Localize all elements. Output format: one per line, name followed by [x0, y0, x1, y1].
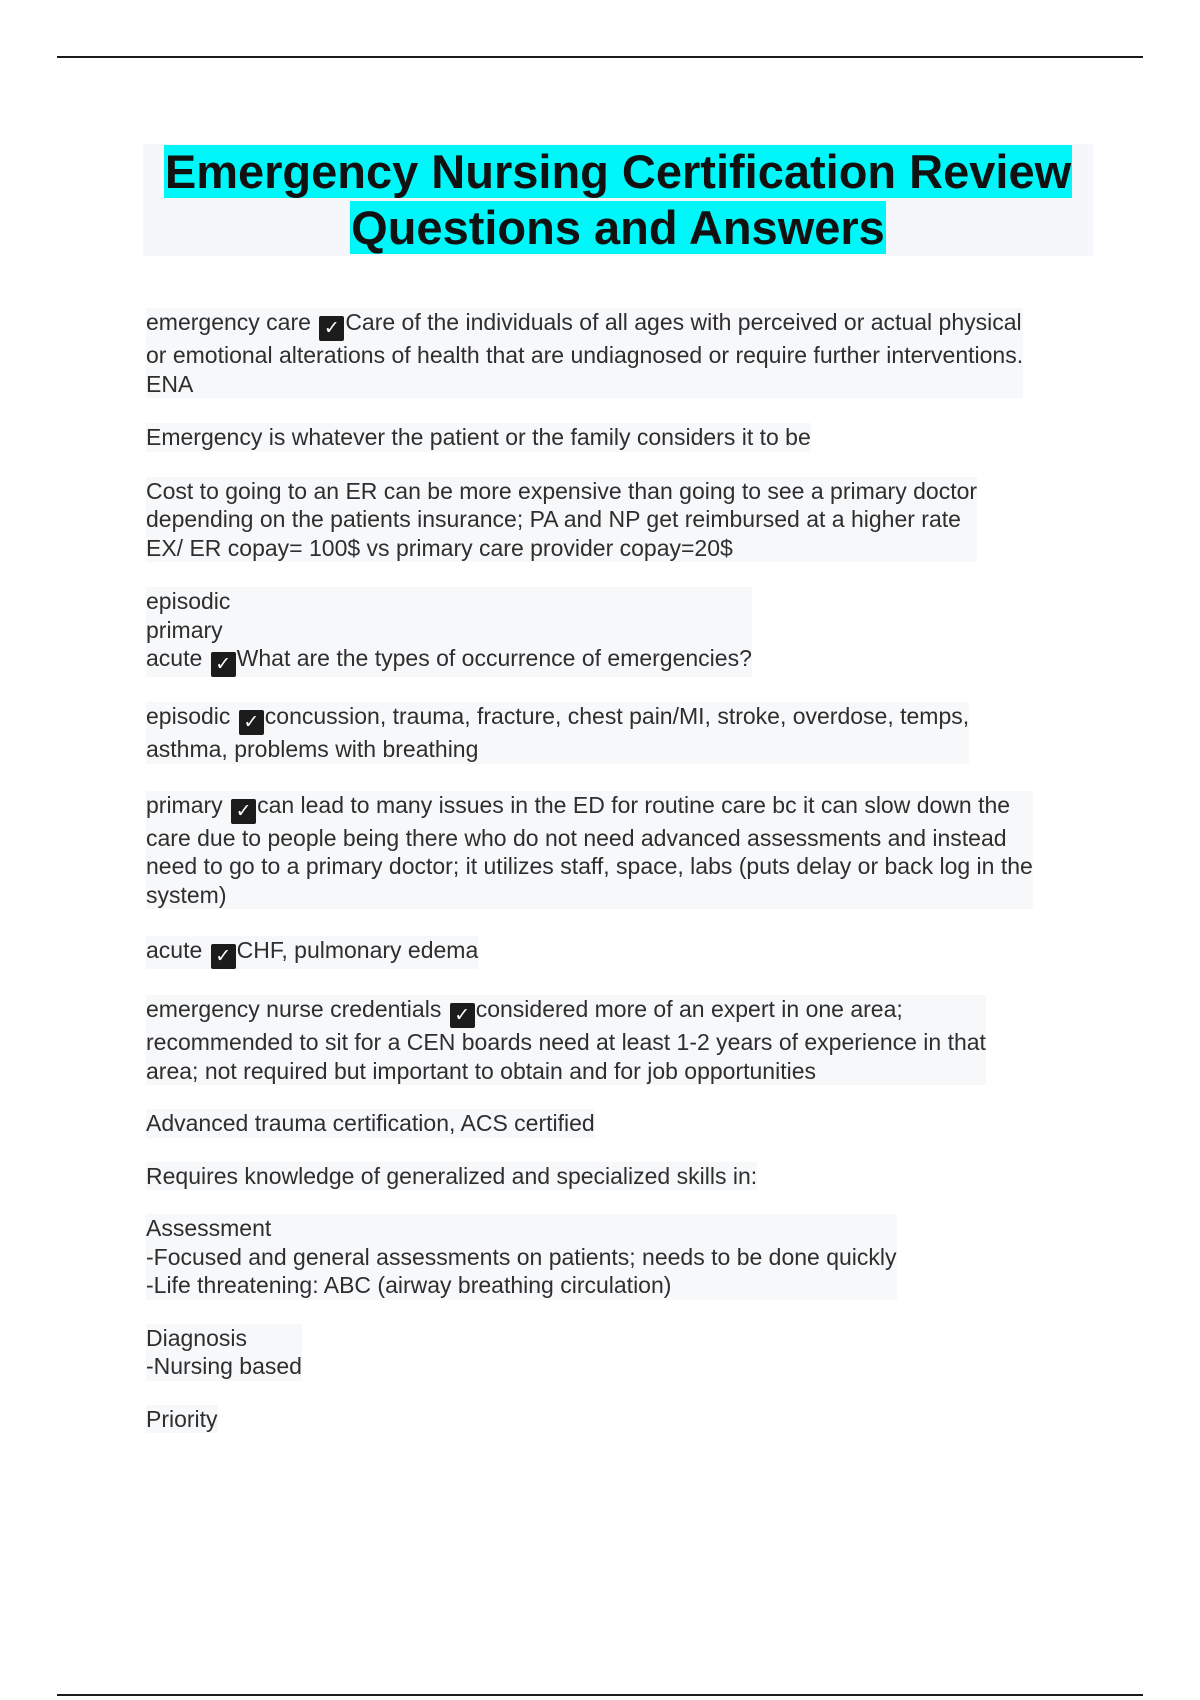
entry-line	[146, 587, 752, 616]
qa-entry-wrapper	[146, 1109, 595, 1138]
entry-line	[146, 341, 1023, 370]
qa-entry-wrapper	[146, 702, 969, 764]
page-top-rule	[57, 56, 1143, 58]
qa-entry-row	[146, 1138, 1086, 1191]
qa-entry	[146, 1405, 218, 1434]
qa-entry-row	[146, 969, 1086, 1085]
check-box-icon: ✓	[239, 710, 264, 735]
page-bottom-rule	[57, 1694, 1143, 1696]
line-text: recommended to sit for a CEN boards need at least 1-2 years of experience in that	[146, 1029, 986, 1055]
question-term: emergency nurse credentials	[146, 996, 448, 1022]
entry-line	[146, 1057, 986, 1086]
question-term: emergency care	[146, 309, 318, 335]
qa-content	[146, 284, 1086, 1433]
entry-line	[146, 881, 1033, 910]
check-box-icon: ✓	[319, 316, 344, 341]
line-text: depending on the patients insurance; PA and NP get reimbursed at a higher rate	[146, 506, 961, 532]
line-text: area; not required but important to obtain and for job opportunities	[146, 1057, 816, 1084]
line-text: or emotional alterations of health that are undiagnosed or require further interventions.	[146, 342, 1024, 368]
qa-entry	[146, 1162, 757, 1191]
qa-entry	[146, 1324, 302, 1381]
line-text: Emergency is whatever the patient or the family considers it to be	[146, 424, 811, 450]
entry-line	[146, 1271, 897, 1300]
qa-entry-row	[146, 562, 1086, 677]
qa-entry	[146, 702, 969, 764]
answer-text: can lead to many issues in the ED for routine care bc it can slow down the	[257, 791, 1011, 818]
entry-line	[146, 936, 478, 969]
check-box-icon: ✓	[211, 652, 236, 677]
answer-text: considered more of an expert in one area;	[475, 996, 903, 1022]
entry-line	[146, 1028, 986, 1057]
line-text: Cost to going to an ER can be more expensive than going to see a primary doctor	[146, 477, 978, 504]
entry-line	[146, 824, 1033, 853]
line-text: Requires knowledge of generalized and specialized skills in:	[146, 1162, 758, 1189]
line-text: Priority	[146, 1405, 218, 1432]
entry-line	[146, 370, 1023, 399]
qa-entry	[146, 1214, 897, 1300]
qa-entry-row	[146, 1190, 1086, 1300]
question-term: acute	[146, 937, 209, 963]
qa-entry-row	[146, 398, 1086, 452]
qa-entry-row	[146, 909, 1086, 969]
entry-line	[146, 1162, 757, 1191]
entry-line	[146, 1352, 302, 1381]
line-text: asthma, problems with breathing	[146, 736, 479, 762]
entry-line	[146, 791, 1033, 824]
title-block	[143, 144, 1093, 256]
line-text: primary	[146, 616, 223, 643]
entry-line	[146, 423, 811, 452]
qa-entry-wrapper	[146, 1214, 897, 1300]
qa-entry-row	[146, 764, 1086, 910]
qa-entry-row	[146, 1085, 1086, 1138]
qa-entry	[146, 308, 1023, 398]
question-term: episodic	[146, 703, 237, 729]
qa-entry-wrapper	[146, 423, 811, 452]
line-text: Diagnosis	[146, 1324, 247, 1351]
answer-text: concussion, trauma, fracture, chest pain/MI, stroke, overdose, temps,	[264, 703, 970, 729]
line-text: EX/ ER copay= 100$ vs primary care provider copay=20$	[146, 534, 733, 561]
title-line-2: Questions and Answers	[351, 201, 885, 254]
qa-entry-row	[146, 1300, 1086, 1381]
answer-text: Care of the individuals of all ages with perceived or actual physical	[345, 309, 1022, 335]
entry-line	[146, 644, 752, 677]
qa-entry-row	[146, 452, 1086, 563]
entry-line	[146, 477, 977, 506]
qa-entry	[146, 477, 977, 563]
qa-entry-wrapper	[146, 1162, 757, 1191]
check-box-icon: ✓	[211, 944, 236, 969]
qa-entry	[146, 1109, 595, 1138]
line-text: need to go to a primary doctor; it utilizes staff, space, labs (puts delay or back log in the	[146, 853, 1033, 879]
entry-line	[146, 1214, 897, 1243]
qa-entry	[146, 587, 752, 677]
qa-entry-wrapper	[146, 936, 478, 969]
title-line-1: Emergency Nursing Certification Review	[164, 145, 1072, 198]
entry-line	[146, 505, 977, 534]
line-text: episodic	[146, 588, 231, 614]
entry-line	[146, 308, 1023, 341]
qa-entry-row	[146, 1381, 1086, 1434]
line-text: -Nursing based	[146, 1353, 302, 1379]
entry-line	[146, 735, 969, 764]
entry-line	[146, 852, 1033, 881]
answer-text: CHF, pulmonary edema	[236, 937, 479, 963]
line-text: -Focused and general assessments on patients; needs to be done quickly	[146, 1243, 897, 1270]
qa-entry-wrapper	[146, 791, 1033, 910]
qa-entry	[146, 995, 986, 1085]
qa-entry-wrapper	[146, 1324, 302, 1381]
line-text: Advanced trauma certification, ACS certified	[146, 1110, 595, 1136]
entry-line	[146, 1243, 897, 1272]
entry-line	[146, 534, 977, 563]
qa-entry	[146, 936, 478, 969]
qa-entry-row	[146, 677, 1086, 764]
page-title	[143, 144, 1093, 256]
qa-entry-wrapper	[146, 587, 752, 677]
qa-entry	[146, 791, 1033, 910]
question-term: acute	[146, 645, 209, 671]
entry-line	[146, 1324, 302, 1353]
line-text: -Life threatening: ABC (airway breathing circulation)	[146, 1272, 672, 1298]
line-text: care due to people being there who do not need advanced assessments and instead	[146, 824, 1007, 851]
qa-entry	[146, 423, 811, 452]
qa-entry-wrapper	[146, 477, 977, 563]
line-text: ENA	[146, 370, 194, 397]
qa-entry-wrapper	[146, 995, 986, 1085]
answer-text: What are the types of occurrence of emergencies?	[236, 645, 752, 671]
entry-line	[146, 1405, 218, 1434]
entry-line	[146, 1109, 595, 1138]
line-text: system)	[146, 881, 227, 908]
entry-line	[146, 616, 752, 645]
check-box-icon: ✓	[450, 1003, 475, 1028]
qa-entry-wrapper	[146, 1405, 218, 1434]
check-box-icon: ✓	[231, 799, 256, 824]
question-term: primary	[146, 791, 230, 818]
entry-line	[146, 702, 969, 735]
entry-line	[146, 995, 986, 1028]
line-text: Assessment	[146, 1215, 272, 1241]
qa-entry-row	[146, 284, 1086, 398]
qa-entry-wrapper	[146, 308, 1023, 398]
